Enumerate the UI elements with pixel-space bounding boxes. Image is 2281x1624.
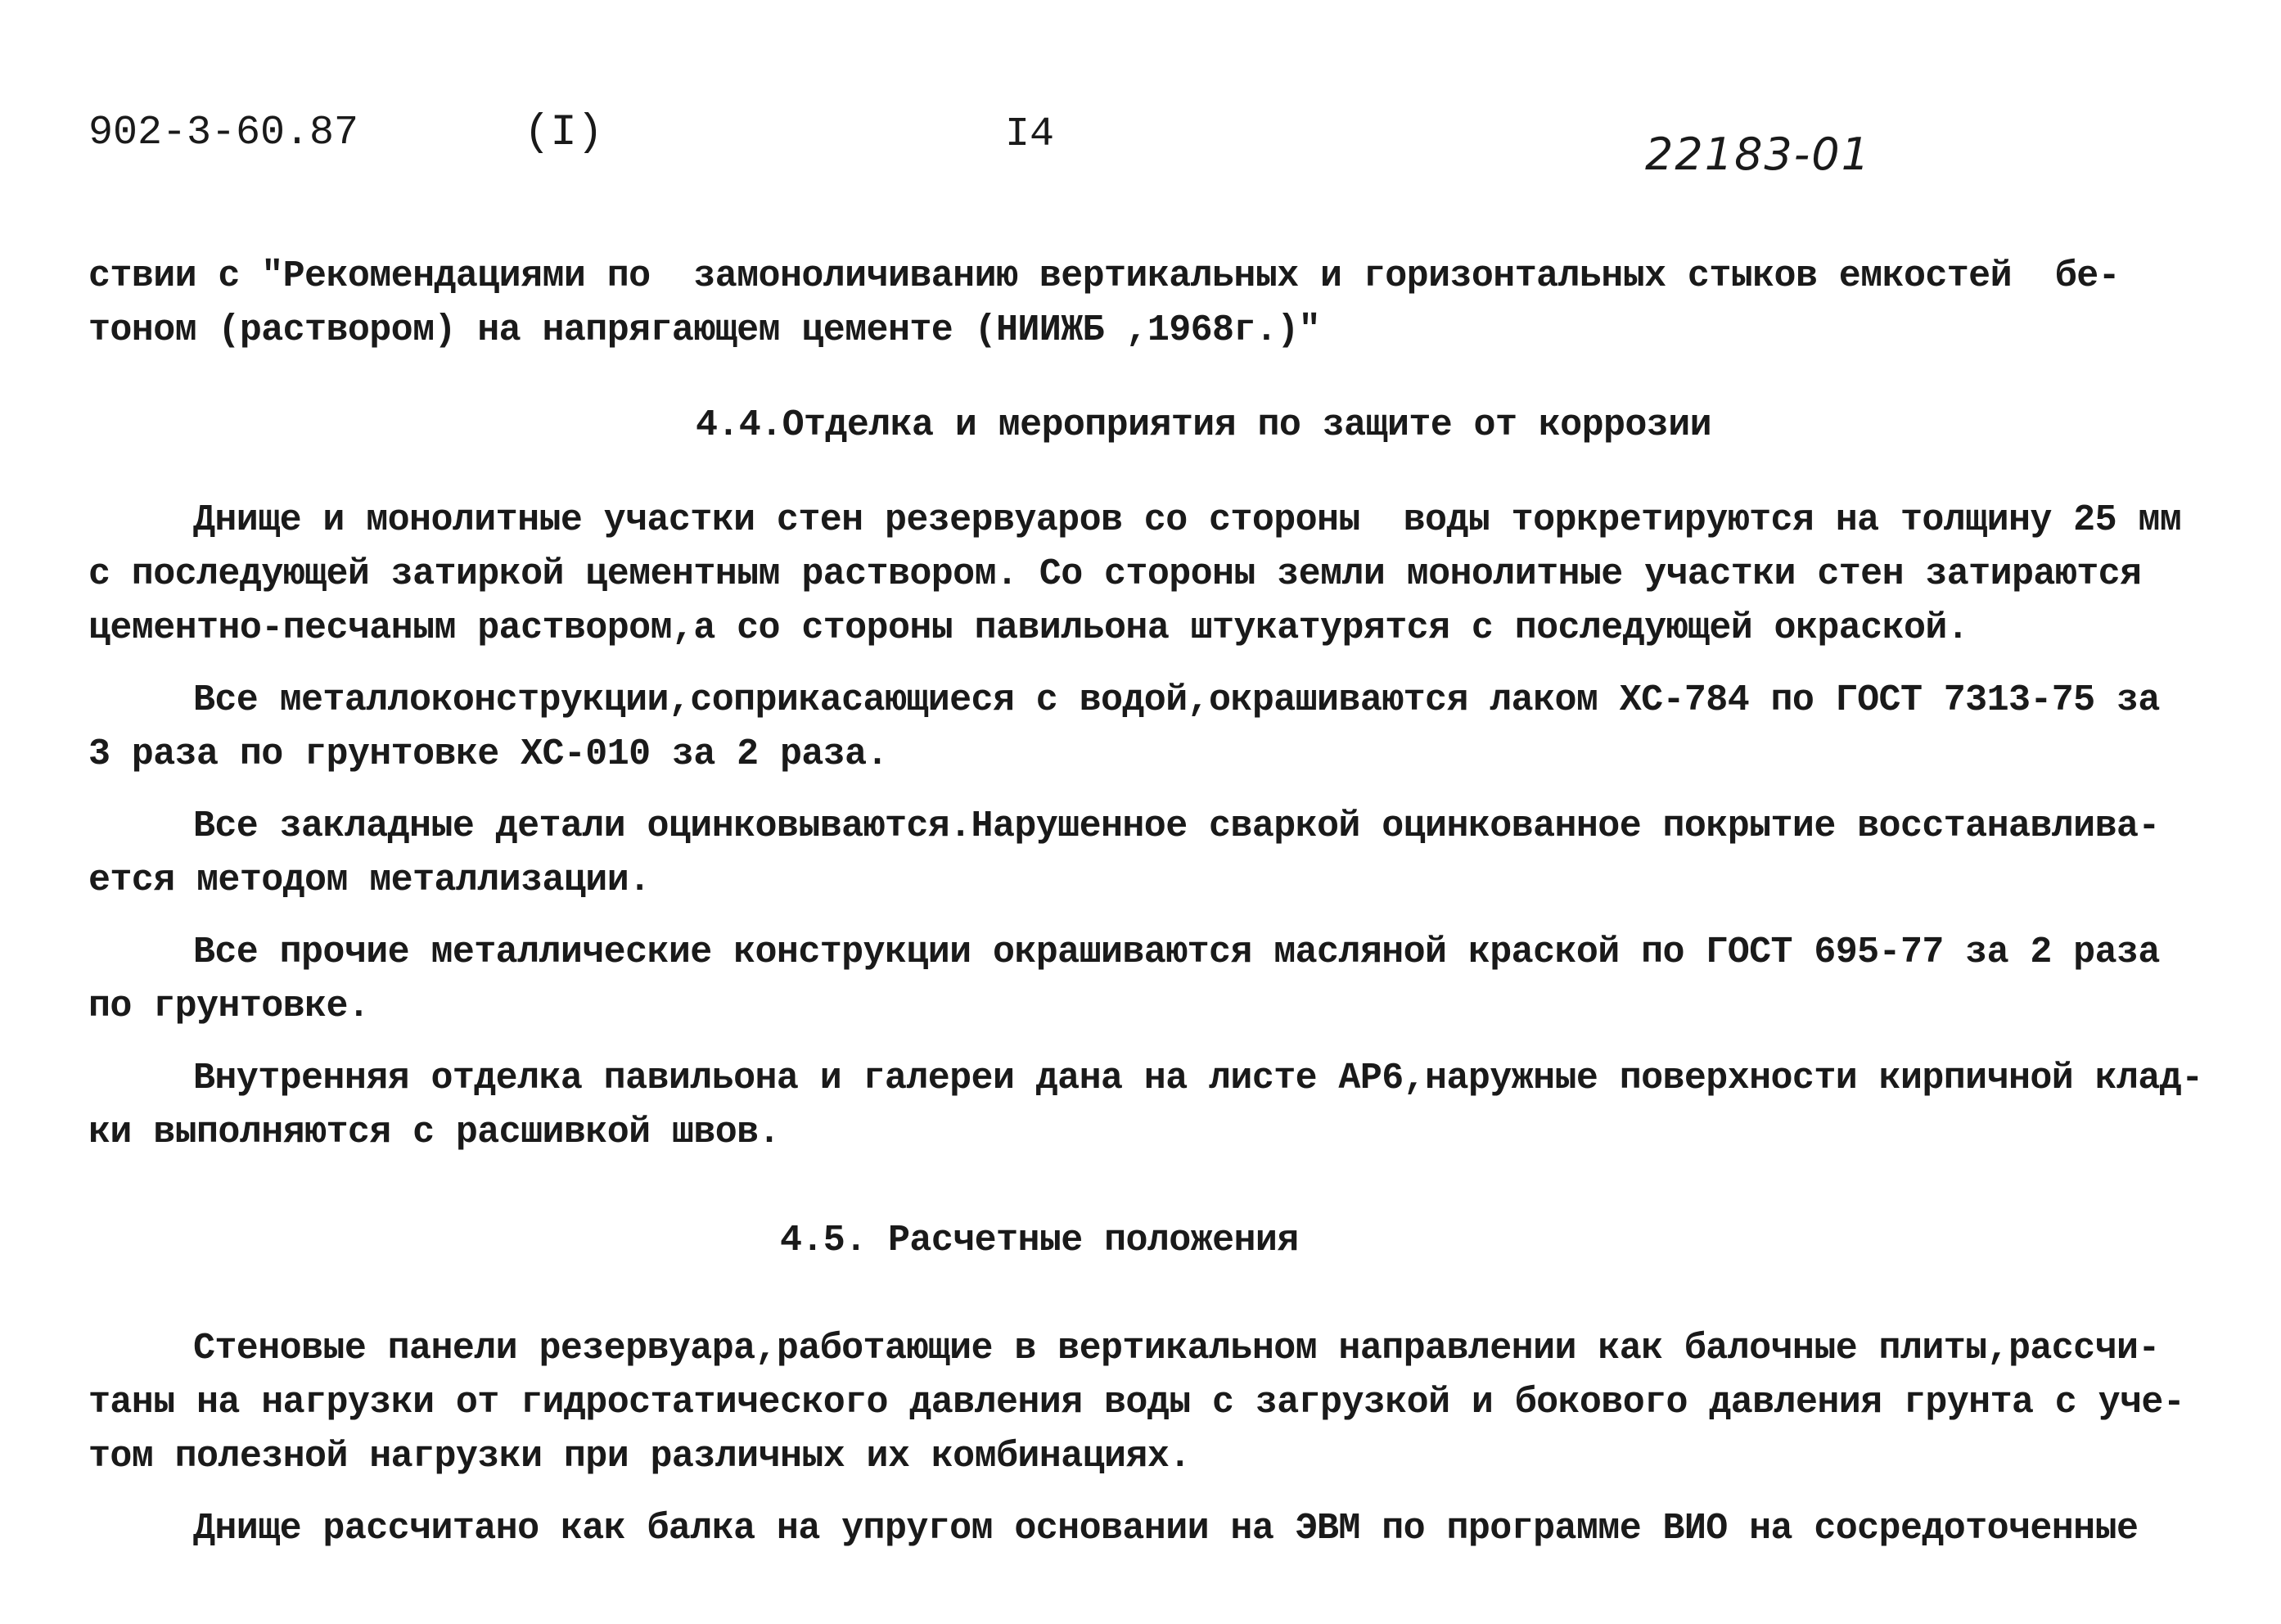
paragraph-line: Стеновые панели резервуара,работающие в вертикальном направлении как балочные плиты,рассчи- [193, 1328, 2160, 1369]
paragraph-line: Днище и монолитные участки стен резервуаров со стороны воды торкретируются на толщину 25 мм [193, 499, 2182, 541]
paragraph-line: Днище рассчитано как балка на упругом основании на ЭВМ по программе ВИО на сосредоточенные [193, 1508, 2139, 1550]
paragraph-other-structures [88, 926, 2212, 1034]
paragraph-line: по грунтовке. [88, 986, 370, 1027]
paragraph-line: с последующей затиркой цементным раствором. Со стороны земли монолитные участки стен затираются [88, 553, 2142, 595]
paragraph-line: таны на нагрузки от гидростатического давления воды с загрузкой и бокового давления грунта с уче- [88, 1382, 2185, 1423]
inventory-number: 22183-01 [1645, 129, 1871, 180]
paragraph-line: цементно-песчаным раствором,а со стороны павильона штукатурятся с последующей окраской. [88, 607, 1969, 649]
paragraph-embedded-parts [88, 800, 2212, 908]
paragraph-line: ки выполняются с расшивкой швов. [88, 1112, 780, 1153]
document-body [88, 250, 2212, 1556]
section-heading-4-4: 4.4.Отделка и мероприятия по защите от коррозии [696, 404, 1712, 446]
paragraph-line: Внутренняя отделка павильона и галереи дана на листе АР6,наружные поверхности кирпичной клад- [193, 1058, 2203, 1099]
paragraph-bottom-treatment [88, 494, 2212, 656]
paragraph-wall-panels [88, 1322, 2212, 1484]
paragraph-line: том полезной нагрузки при различных их комбинациях. [88, 1436, 1191, 1477]
intro-line: тоном (раствором) на напрягающем цементе (НИИЖБ ,1968г.)" [88, 309, 1321, 351]
section-heading-4-5: 4.5. Расчетные положения [780, 1220, 1299, 1261]
paragraph-interior-finish [88, 1052, 2212, 1160]
paragraph-metal-coating [88, 674, 2212, 782]
paragraph-line: Все металлоконструкции,соприкасающиеся с водой,окрашиваются лаком ХС-784 по ГОСТ 7313-75 за [193, 679, 2160, 721]
paragraph-line: ется методом металлизации. [88, 859, 651, 901]
paragraph-line: Все закладные детали оцинковываются.Нарушенное сваркой оцинкованное покрытие восстанавлива- [193, 805, 2160, 847]
intro-line: ствии с "Рекомендациями по замоноличиванию вертикальных и горизонтальных стыков емкостей бе- [88, 255, 2121, 297]
page-number: I4 [1005, 111, 1055, 158]
paragraph-line: Все прочие металлические конструкции окрашиваются масляной краской по ГОСТ 695-77 за 2 раза [193, 932, 2160, 973]
part-number: (I) [524, 108, 604, 158]
document-code: 902-3-60.87 [88, 110, 359, 156]
paragraph-bottom-calculation [88, 1502, 2212, 1556]
paragraph-line: 3 раза по грунтовке ХС-010 за 2 раза. [88, 733, 888, 775]
